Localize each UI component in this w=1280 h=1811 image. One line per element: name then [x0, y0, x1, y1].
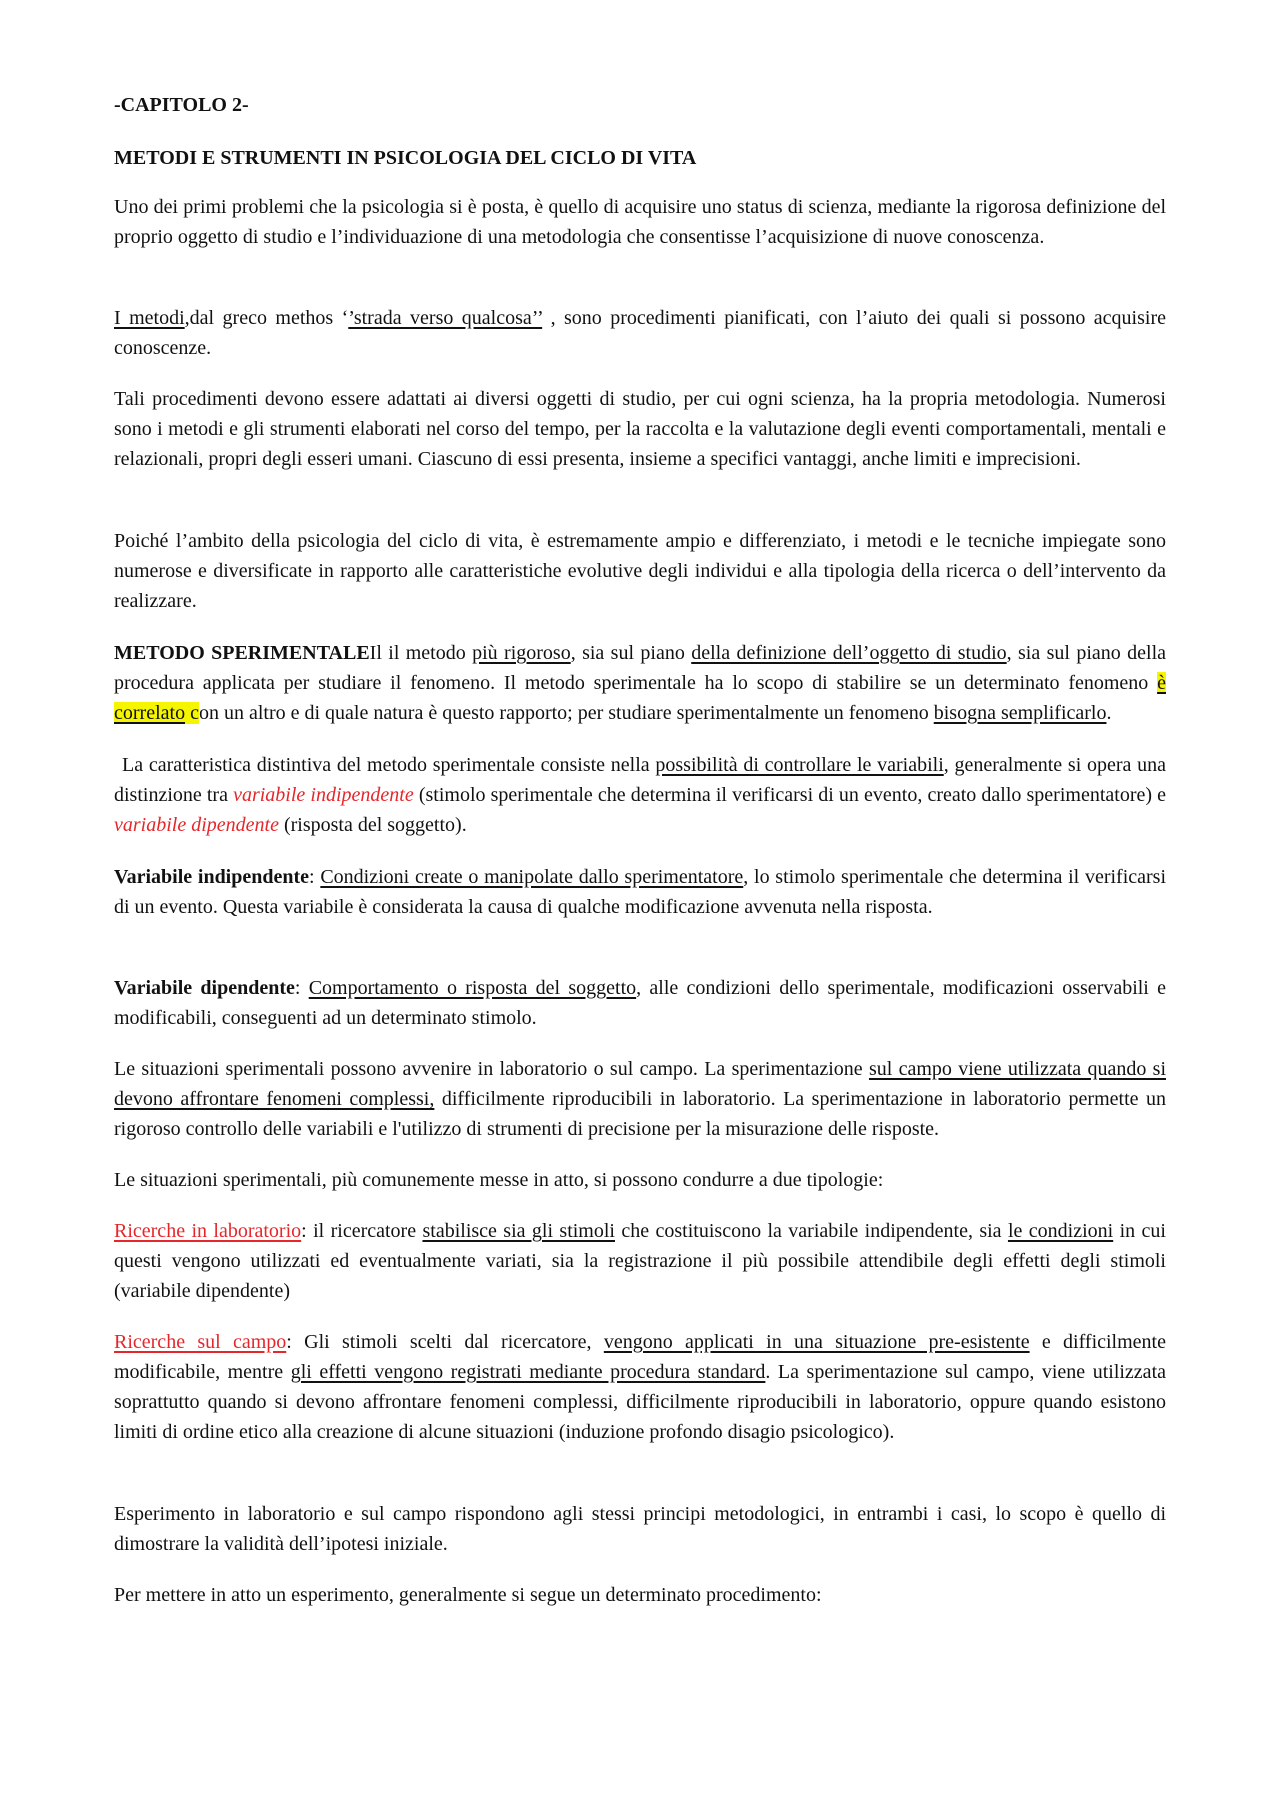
paragraph-variabile-dipendente: Variabile dipendente: Comportamento o risposta del soggetto, alle condizioni dello sperimentale, modificazioni osservabili e modificabili, conseguenti ad un determinato stimolo. — [114, 977, 1167, 1029]
term-variabile-dipendente: variabile dipendente — [114, 814, 279, 836]
paragraph-ricerche-laboratorio: Ricerche in laboratorio: il ricercatore stabilisce sia gli stimoli che costituiscono la variabile indipendente, sia le condizioni in cui questi vengono utilizzati ed eventualmente variati, sia la registrazione il più possibile attendibile degli effetti degli stimoli (variabile dipendente) — [114, 1220, 1166, 1302]
paragraph-procedimenti: Tali procedimenti devono essere adattati ai diversi oggetti di studio, per cui ogni scienza, ha la propria metodologia. Numerosi sono i metodi e gli strumenti elaborati nel corso del tempo, per la raccolta e la valutazione degli eventi comportamentali, mentali e relazionali, propri degli esseri umani. Ciascuno di essi presenta, insieme a specifici vantaggi, anche limiti e imprecisioni. — [114, 388, 1166, 470]
paragraph-procedimento: Per mettere in atto un esperimento, generalmente si segue un determinato procedimento: — [114, 1584, 822, 1606]
paragraph-esperimento: Esperimento in laboratorio e sul campo rispondono agli stessi principi metodologici, in entrambi i casi, lo scopo è quello di dimostrare la validità dell’ipotesi iniziale. — [114, 1503, 1166, 1555]
paragraph-variabile-indipendente: Variabile indipendente: Condizioni create o manipolate dallo sperimentatore, lo stimolo sperimentale che determina il verificarsi di un evento. Questa variabile è considerata la causa di qualche modificazione avvenuta nella risposta. — [114, 866, 1167, 918]
label-ricerche-campo: Ricerche sul campo — [114, 1331, 287, 1353]
label-ricerche-laboratorio: Ricerche in laboratorio — [114, 1220, 302, 1242]
paragraph-ricerche-campo: Ricerche sul campo: Gli stimoli scelti dal ricercatore, vengono applicati in una situazione pre-esistente e difficilmente modificabile, mentre gli effetti vengono registrati mediante procedura standard. La sperimentazione sul campo, viene utilizzata soprattutto quando si devono affrontare fenomeni complessi, difficilmente riproducibili in laboratorio, oppure quando esistono limiti di ordine etico alla creazione di alcune situazioni (induzione profondo disagio psicologico). — [114, 1331, 1166, 1443]
term-metodi: I metodi — [114, 307, 185, 329]
paragraph-intro: Uno dei primi problemi che la psicologia si è posta, è quello di acquisire uno status di scienza, mediante la rigorosa definizione del proprio oggetto di studio e l’individuazione di una metodologia che consentisse l’acquisizione di nuove conoscenza. — [114, 196, 1166, 248]
highlighted-text: è correlato — [114, 672, 1166, 724]
chapter-title: METODI E STRUMENTI IN PSICOLOGIA DEL CICLO DI VITA — [114, 147, 697, 169]
paragraph-situazioni: Le situazioni sperimentali possono avvenire in laboratorio o sul campo. La sperimentazione sul campo viene utilizzata quando si devono affrontare fenomeni complessi, difficilmente riproducibili in laboratorio. La sperimentazione in laboratorio permette un rigoroso controllo delle variabili e l'utilizzo di strumenti di precisione per la misurazione delle risposte. — [114, 1058, 1166, 1140]
paragraph-metodo-sperimentale: METODO SPERIMENTALEIl il metodo più rigoroso, sia sul piano della definizione dell’oggetto di studio, sia sul piano della procedura applicata per studiare il fenomeno. Il metodo sperimentale ha lo scopo di stabilire se un determinato fenomeno è correlato con un altro e di quale natura è questo rapporto; per studiare sperimentalmente un fenomeno bisogna semplificarlo. — [114, 642, 1166, 724]
term-variabile-indipendente: variabile indipendente — [233, 784, 414, 806]
paragraph-ambito: Poiché l’ambito della psicologia del ciclo di vita, è estremamente ampio e differenziato, i metodi e le tecniche impiegate sono numerose e diversificate in rapporto alle caratteristiche evolutive degli individui e alla tipologia della ricerca o dell’intervento da realizzare. — [114, 530, 1166, 612]
term-etymology: ’strada verso qualcosa’’ — [348, 307, 543, 329]
paragraph-tipologie: Le situazioni sperimentali, più comunemente messe in atto, si possono condurre a due tipologie: — [114, 1169, 884, 1191]
paragraph-metodi: I metodi,dal greco methos ‘’strada verso qualcosa’’ , sono procedimenti pianificati, con l’aiuto dei quali si possono acquisire conoscenze. — [114, 307, 1166, 359]
section-label-metodo-sperimentale: METODO SPERIMENTALE — [114, 642, 370, 664]
paragraph-caratteristica: La caratteristica distintiva del metodo sperimentale consiste nella possibilità di controllare le variabili, generalmente si opera una distinzione tra variabile indipendente (stimolo sperimentale che determina il verificarsi di un evento, creato dallo sperimentatore) e variabile dipendente (risposta del soggetto). — [114, 754, 1166, 836]
chapter-heading: -CAPITOLO 2- — [114, 94, 249, 116]
